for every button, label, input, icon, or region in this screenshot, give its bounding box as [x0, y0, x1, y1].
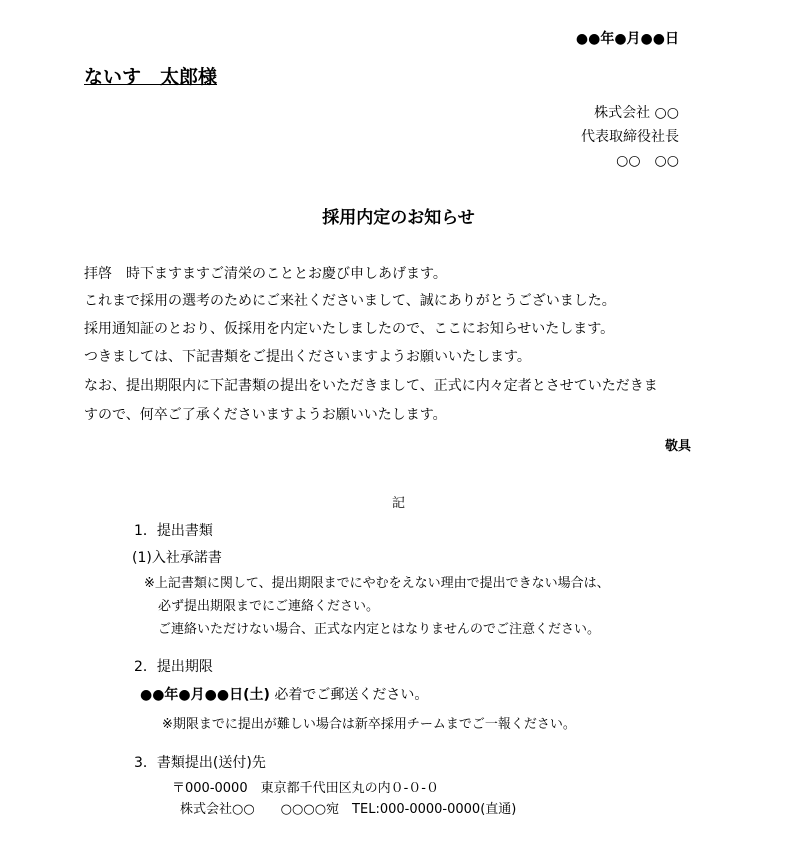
document-title: 採用内定のお知らせ [322, 208, 475, 228]
destination-contact: 株式会社○○ ○○○○宛 TEL:000-0000-0000(直通) [180, 802, 517, 817]
closing-word: 敬具 [664, 439, 691, 454]
documents-note: 必ず提出期限までにご連絡ください。 [158, 599, 380, 614]
documents-note: ご連絡いただけない場合、正式な内定とはなりませんのでご注意ください。 [158, 622, 601, 637]
sender-company: 株式会社 ○○ [594, 105, 679, 121]
deadline-line [140, 684, 428, 704]
body-line: これまで採用の選考のためにご来社くださいまして、誠にありがとうございました。 [84, 293, 616, 309]
document-item: (1)入社承諾書 [132, 550, 222, 566]
sender-position: 代表取締役社長 [581, 129, 679, 145]
deadline-note: ※期限までに提出が難しい場合は新卒採用チームまでご一報ください。 [162, 717, 576, 732]
section-heading-destination: 3．書類提出(送付)先 [134, 755, 266, 771]
body-line: なお、提出期限内に下記書類の提出をいただきまして、正式に内々定者とさせていただきま [84, 378, 658, 394]
recipient-name: ないす 太郎様 [84, 66, 218, 88]
deadline-date: ●●年●月●●日(土) [140, 687, 270, 703]
destination-address: 〒000-0000 東京都千代田区丸の内０-０-０ [172, 781, 439, 796]
body-line: つきましては、下記書類をご提出くださいますようお願いいたします。 [84, 349, 531, 365]
body-line: すので、何卒ご了承くださいますようお願いいたします。 [84, 407, 447, 423]
section-heading-deadline: 2．提出期限 [134, 659, 213, 675]
ki-marker: 記 [391, 496, 405, 511]
section-heading-documents: 1．提出書類 [134, 523, 213, 539]
document-date: ●●年●月●●日 [575, 31, 679, 47]
body-line: 拝啓 時下ますますご清栄のこととお慶び申しあげます。 [84, 266, 447, 282]
sender-name: ○○ ○○ [616, 153, 679, 169]
body-line: 採用通知証のとおり、仮採用を内定いたしましたので、ここにお知らせいたします。 [84, 321, 615, 337]
deadline-instruction: 必着でご郵送ください。 [274, 687, 429, 703]
documents-note: ※上記書類に関して、提出期限までにやむをえない理由で提出できない場合は、 [144, 576, 610, 591]
